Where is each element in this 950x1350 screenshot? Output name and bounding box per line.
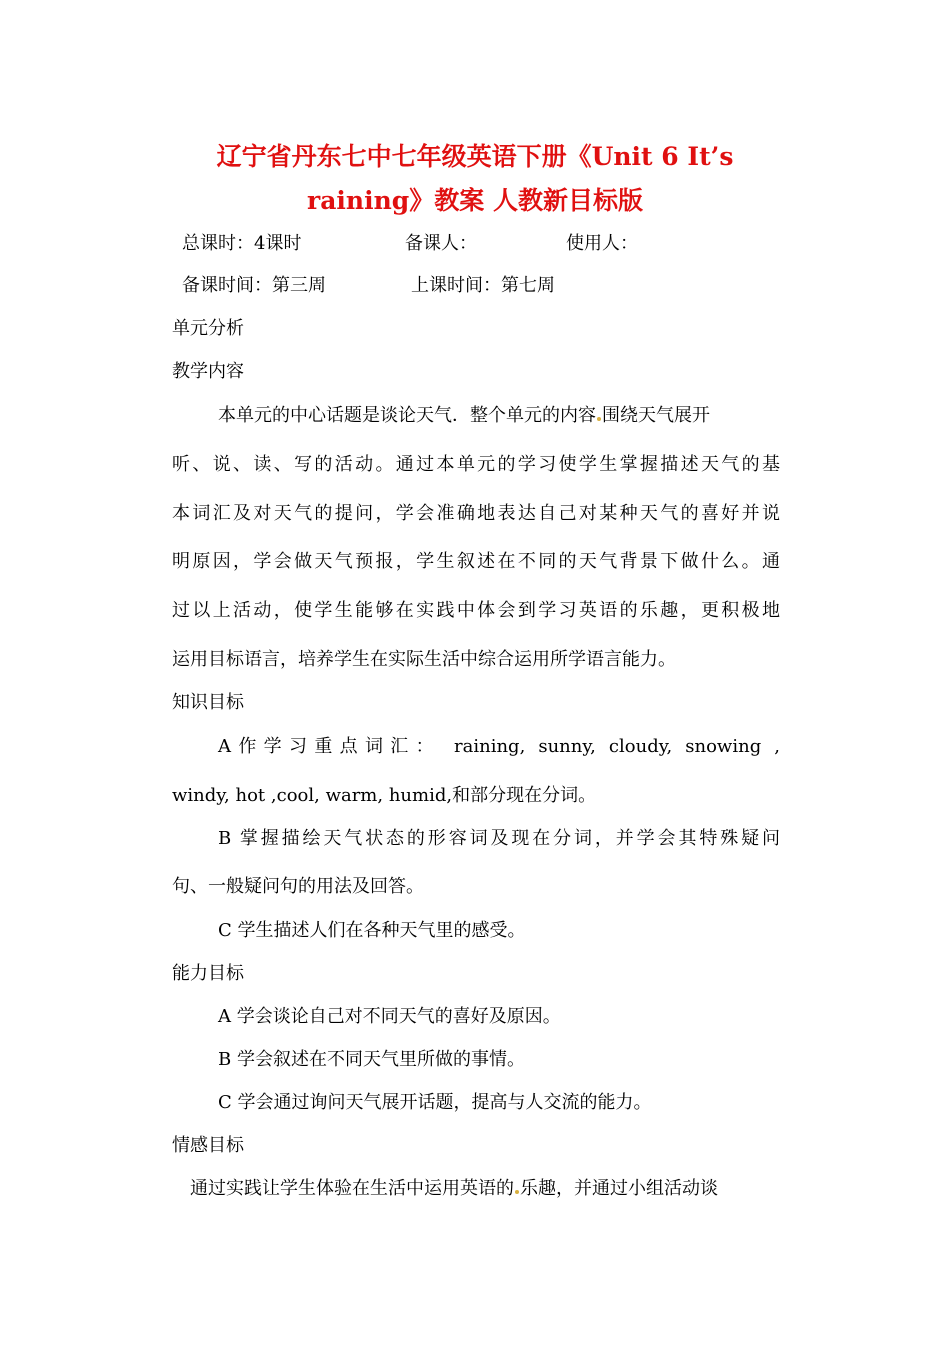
content-line-6: 运用目标语言，培养学生在实际生活中综合运用所学语言能力。 — [172, 649, 676, 670]
knowledge-c-line-1: C 学生描述人们在各种天气里的感受。 — [218, 920, 526, 941]
preparer-label: 备课人： — [405, 233, 477, 254]
content-line-1 — [218, 404, 780, 428]
knowledge-a-line-2: windy, hot ,cool, warm, humid,和部分现在分词。 — [172, 785, 597, 806]
content-line-1-part-b: 围绕天气展开 — [602, 405, 710, 426]
total-hours: 总课时：4课时 — [182, 233, 302, 254]
emotion-line-1-part-a: 通过实践让学生体验在生活中运用英语的 — [190, 1178, 514, 1199]
knowledge-b-line-1: B 掌握描绘天气状态的形容词及现在分词，并学会其特殊疑问 — [218, 828, 780, 849]
content-line-1-part-a: 本单元的中心话题是谈论天气．整个单元的内容 — [218, 405, 596, 426]
knowledge-a-line-1: A作学习重点词汇： raining, sunny, cloudy, snowing , — [218, 736, 780, 757]
class-time: 上课时间：第七周 — [411, 275, 555, 296]
document-title-line-2: raining》教案 人教新目标版 — [307, 186, 643, 215]
dot-mark — [597, 417, 601, 421]
ability-a: A 学会谈论自己对不同天气的喜好及原因。 — [218, 1006, 561, 1027]
content-line-2: 听、说、读、写的活动。通过本单元的学习使学生掌握描述天气的基 — [172, 454, 780, 475]
prep-time: 备课时间：第三周 — [182, 275, 326, 296]
dot-mark — [515, 1190, 519, 1194]
content-line-3: 本词汇及对天气的提问，学会准确地表达自己对某种天气的喜好并说 — [172, 503, 780, 524]
knowledge-b-line-2: 句、一般疑问句的用法及回答。 — [172, 876, 424, 897]
emotion-line-1 — [190, 1177, 780, 1201]
heading-ability-goals: 能力目标 — [172, 963, 244, 984]
document-title-line-1: 辽宁省丹东七中七年级英语下册《Unit 6 It’s — [216, 142, 734, 171]
heading-unit-analysis: 单元分析 — [172, 318, 244, 339]
ability-b: B 学会叙述在不同天气里所做的事情。 — [218, 1049, 525, 1070]
emotion-line-1-part-b: 乐趣，并通过小组活动谈 — [520, 1178, 718, 1199]
content-line-5: 过以上活动，使学生能够在实践中体会到学习英语的乐趣，更积极地 — [172, 600, 780, 621]
heading-emotion-goals: 情感目标 — [172, 1135, 244, 1156]
heading-knowledge-goals: 知识目标 — [172, 692, 244, 713]
user-label: 使用人： — [566, 233, 638, 254]
ability-c: C 学会通过询问天气展开话题，提高与人交流的能力。 — [218, 1092, 652, 1113]
heading-teaching-content: 教学内容 — [172, 361, 244, 382]
content-line-4: 明原因，学会做天气预报，学生叙述在不同的天气背景下做什么。通 — [172, 551, 780, 572]
